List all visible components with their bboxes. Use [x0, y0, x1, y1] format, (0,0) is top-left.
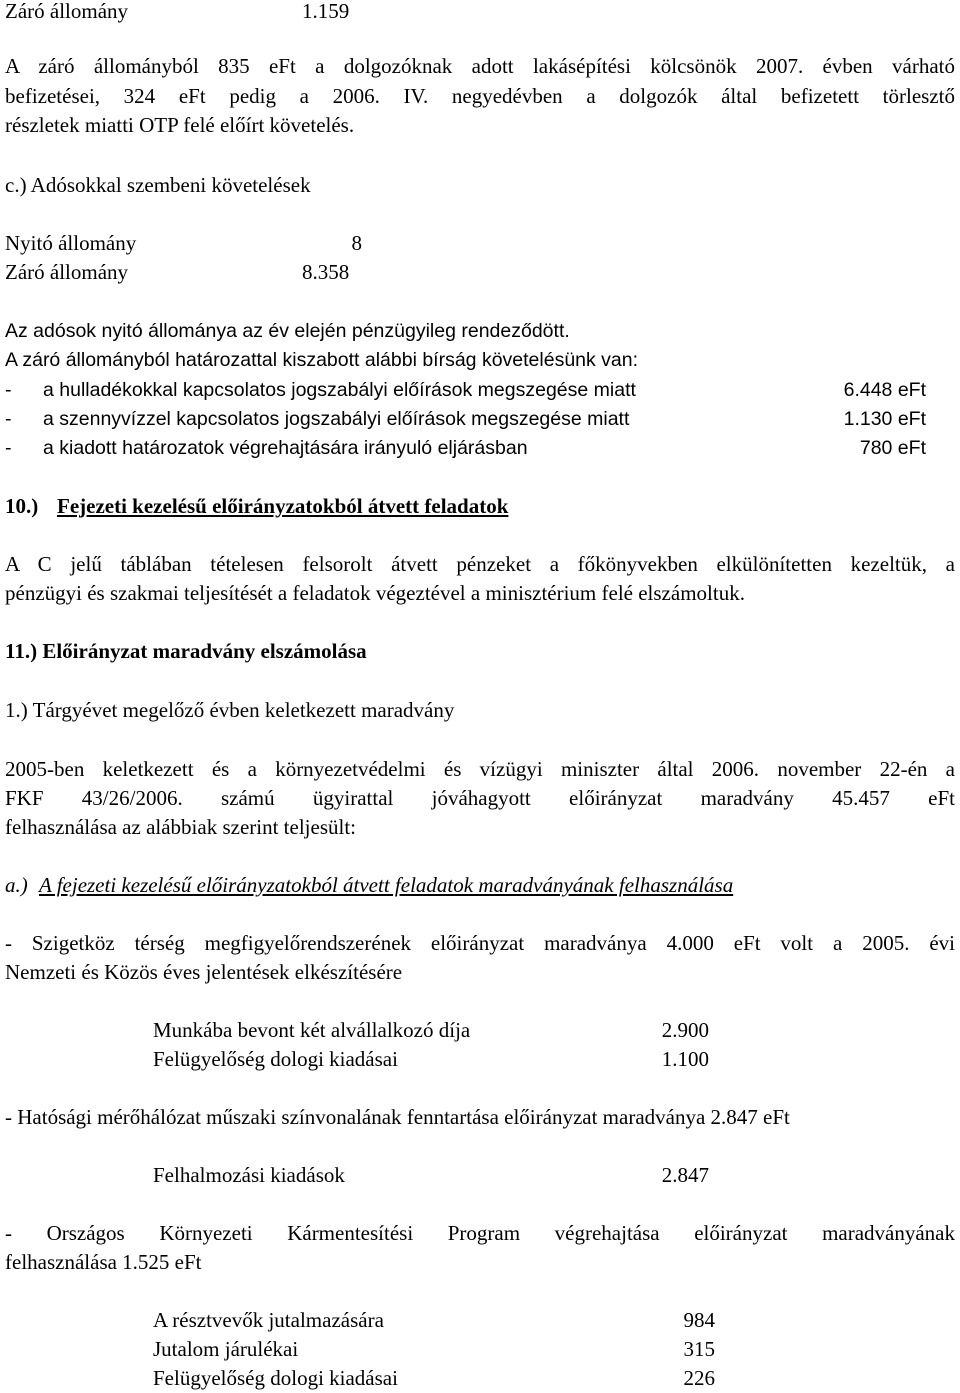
- paragraph-line: A C jelű táblában tételesen felsorolt átvett pénzeket a főkönyvekben elkülönítetten kezeltük, a: [5, 552, 955, 576]
- section-10-title: Fejezeti kezelésű előirányzatokból átvett feladatok: [57, 494, 509, 518]
- opening-balance-value: 8: [351, 231, 362, 255]
- note-text: Az adósok nyitó állománya az év elején pénzügyileg rendeződött.: [5, 320, 570, 342]
- expense-row-value: 2.900: [661, 1018, 709, 1042]
- section-10-number: 10.): [5, 494, 39, 518]
- fine-item-dash: -: [5, 437, 12, 459]
- expense-row-label: Munkába bevont két alvállalkozó díja: [153, 1018, 471, 1042]
- paragraph-line: - Szigetköz térség megfigyelőrendszerének előirányzat maradványa 4.000 eFt volt a 2005. évi: [5, 931, 955, 955]
- paragraph-line: befizetései, 324 eFt pedig a 2006. IV. negyedévben a dolgozók által befizetett törlesztő: [5, 84, 955, 108]
- closing-balance-label: Záró állomány: [5, 260, 129, 284]
- section-heading: c.) Adósokkal szembeni követelések: [5, 173, 311, 197]
- expense-row-label: Felhalmozási kiadások: [153, 1163, 345, 1187]
- fine-item-text: a hulladékokkal kapcsolatos jogszabályi előírások megszegése miatt: [43, 379, 636, 401]
- paragraph-line: - Hatósági mérőhálózat műszaki színvonalának fenntartása előirányzat maradványa 2.847 eFt: [5, 1105, 790, 1129]
- paragraph-line: pénzügyi és szakmai teljesítését a feladatok végeztével a minisztérium felé elszámoltuk.: [5, 581, 745, 605]
- expense-row-value: 315: [683, 1337, 715, 1361]
- expense-row-label: Jutalom járulékai: [153, 1337, 299, 1361]
- expense-row-value: 226: [683, 1366, 715, 1390]
- expense-row-value: 1.100: [661, 1047, 709, 1071]
- subsection-a-prefix: a.): [5, 873, 28, 897]
- opening-balance-label: Nyitó állomány: [5, 231, 137, 255]
- subsection-a-title: A fejezeti kezelésű előirányzatokból átvett feladatok maradványának felhasználása: [39, 873, 734, 897]
- expense-row-value: 2.847: [661, 1163, 709, 1187]
- closing-balance-value: 8.358: [302, 260, 350, 284]
- paragraph-line: részletek miatti OTP felé előírt követelés.: [5, 113, 355, 137]
- expense-row-label: Felügyelőség dologi kiadásai: [153, 1366, 398, 1390]
- fine-item-amount: 6.448 eFt: [843, 379, 926, 401]
- fine-item-text: a kiadott határozatok végrehajtására irányuló eljárásban: [43, 437, 528, 459]
- fines-intro: A záró állományból határozattal kiszabott alábbi bírság követelésünk van:: [5, 349, 639, 371]
- section-11-heading: 11.) Előirányzat maradvány elszámolása: [5, 639, 367, 663]
- paragraph-line: 2005-ben keletkezett és a környezetvédelmi és vízügyi miniszter által 2006. november 22-én a: [5, 757, 955, 781]
- closing-balance-label: Záró állomány: [5, 0, 129, 23]
- fine-item-amount: 1.130 eFt: [843, 408, 926, 430]
- paragraph-line: felhasználása 1.525 eFt: [5, 1250, 202, 1274]
- paragraph-line: Nemzeti és Közös éves jelentések elkészítésére: [5, 960, 403, 984]
- closing-balance-value: 1.159: [302, 0, 350, 23]
- paragraph-line: FKF 43/26/2006. számú ügyirattal jóváhagyott előirányzat maradvány 45.457 eFt: [5, 786, 955, 810]
- expense-row-label: A résztvevők jutalmazására: [153, 1308, 384, 1332]
- expense-row-label: Felügyelőség dologi kiadásai: [153, 1047, 398, 1071]
- fine-item-text: a szennyvízzel kapcsolatos jogszabályi előírások megszegése miatt: [43, 408, 630, 430]
- fine-item-dash: -: [5, 408, 12, 430]
- paragraph-line: A záró állományból 835 eFt a dolgozóknak adott lakásépítési kölcsönök 2007. évben várható: [5, 54, 955, 78]
- fine-item-amount: 780 eFt: [859, 437, 926, 459]
- paragraph-line: felhasználása az alábbiak szerint teljesült:: [5, 815, 357, 839]
- expense-row-value: 984: [683, 1308, 715, 1332]
- fine-item-dash: -: [5, 379, 12, 401]
- paragraph-line: - Országos Környezeti Kármentesítési Program végrehajtása előirányzat maradványának: [5, 1221, 955, 1245]
- subsection-heading: 1.) Tárgyévet megelőző évben keletkezett maradvány: [5, 698, 455, 722]
